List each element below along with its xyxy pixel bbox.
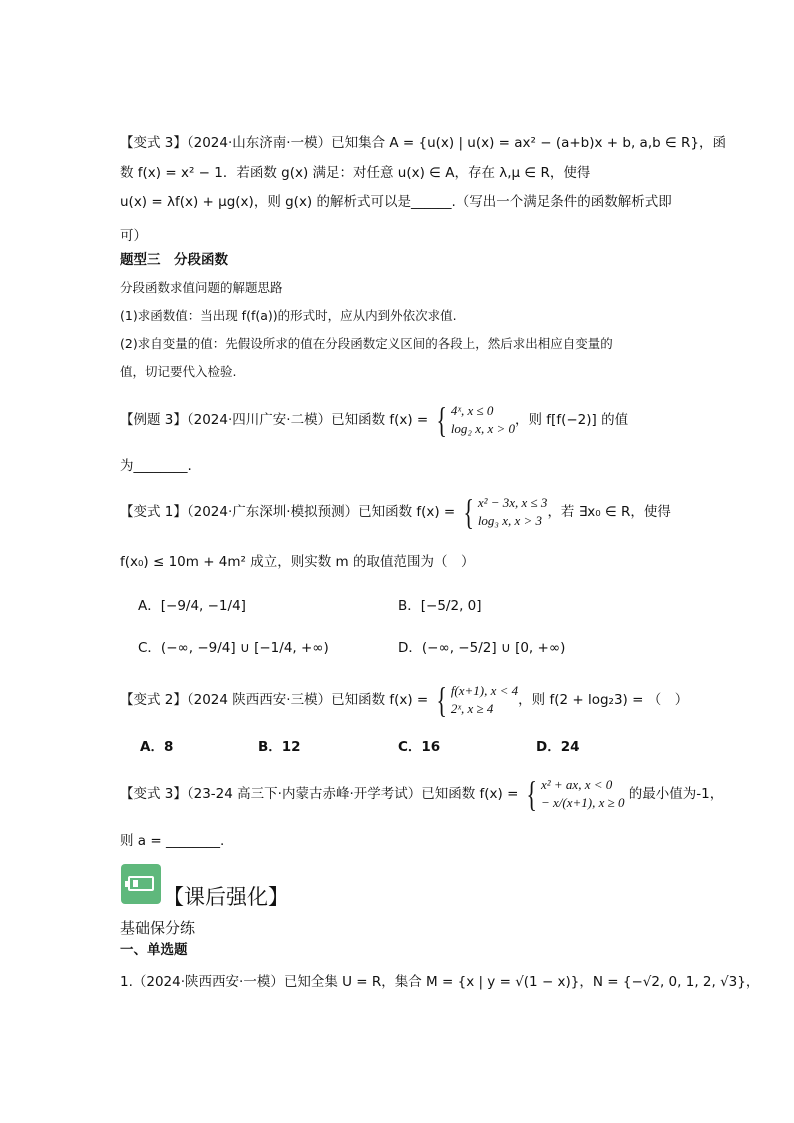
variant1-prefix: 【变式 1】（2024·广东深圳·模拟预测）已知函数 f(x) = (120, 504, 460, 520)
option-d: D．24 (536, 739, 580, 755)
variant2-prefix: 【变式 2】（2024 陕西西安·三模）已知函数 f(x) = (120, 692, 433, 708)
piece: 4ˣ, x ≤ 0 (450, 403, 494, 418)
piecewise-function: { f(x+1), x < 4 2ˣ, x ≥ 4 (435, 680, 519, 720)
battery-icon (121, 864, 161, 904)
single-choice-heading: 一、单选题 (120, 942, 188, 958)
variant3b-suffix: 的最小值为-1， (624, 786, 724, 802)
basic-practice-heading: 基础保分练 (120, 919, 196, 937)
example3-line1 (120, 402, 628, 438)
variant3a-line1: 【变式 3】（2024·山东济南·一模）已知集合 A = {u(x) | u(x) = ax² − (a+b)x + b, a,b ∈ R}，函 (120, 135, 726, 151)
variant3a-line3: u(x) = λf(x) + μg(x)，则 g(x) 的解析式可以是______.（写出一个满足条件的函数解析式即 (120, 194, 672, 210)
piece: − x/(x+1), x ≥ 0 (540, 795, 625, 810)
variant2-suffix: ，则 f(2 + log₂3) = （ ） (518, 692, 689, 708)
variant2-line1 (120, 682, 688, 718)
piecewise-function: { x² − 3x, x ≤ 3 log₃ x, x > 3 (462, 492, 548, 532)
option-b: B．12 (258, 739, 301, 755)
example3-prefix: 【例题 3】（2024·四川广安·二模）已知函数 f(x) = (120, 412, 433, 428)
variant3a-line2: 数 f(x) = x² − 1．若函数 g(x) 满足：对任意 u(x) ∈ A，存在 λ,μ ∈ R，使得 (120, 165, 591, 181)
after-class-title: 【课后强化】 (163, 885, 289, 909)
option-d: D．(−∞, −5/2] ∪ [0, +∞) (398, 640, 566, 656)
variant3b-line2: 则 a = ________. (120, 833, 225, 849)
option-a: A．[−9/4, −1/4] (138, 598, 246, 614)
option-b: B．[−5/2, 0] (398, 598, 482, 614)
piece: x² + ax, x < 0 (540, 777, 613, 792)
piece: log₃ x, x > 3 (477, 513, 543, 528)
variant3b-prefix: 【变式 3】（23-24 高三下·内蒙古赤峰·开学考试）已知函数 f(x) = (120, 786, 523, 802)
option-c: C．(−∞, −9/4] ∪ [−1/4, +∞) (138, 640, 329, 656)
example3-suffix: ，则 f[f(−2)] 的值 (515, 412, 629, 428)
example3-line2: 为________. (120, 458, 192, 474)
piece: log₂ x, x > 0 (450, 421, 516, 436)
variant1-suffix: ，若 ∃x₀ ∈ R，使得 (547, 504, 671, 520)
tip-2: (2)求自变量的值：先假设所求的值在分段函数定义区间的各段上，然后求出相应自变量的 (120, 336, 613, 351)
piece: f(x+1), x < 4 (450, 683, 519, 698)
tip-title: 分段函数求值问题的解题思路 (120, 280, 283, 295)
piece: 2ˣ, x ≥ 4 (450, 701, 494, 716)
piecewise-function: { x² + ax, x < 0 − x/(x+1), x ≥ 0 (526, 774, 625, 814)
variant1-line1 (120, 494, 671, 530)
tip-3: 值，切记要代入检验. (120, 364, 237, 379)
question-1: 1.（2024·陕西西安·一模）已知全集 U = R，集合 M = {x | y = √(1 − x)}，N = {−√2, 0, 1, 2, √3}， (120, 974, 760, 990)
option-a: A．8 (140, 739, 174, 755)
variant1-line2: f(x₀) ≤ 10m + 4m² 成立，则实数 m 的取值范围为（ ） (120, 554, 475, 570)
piecewise-function: { 4ˣ, x ≤ 0 log₂ x, x > 0 (435, 400, 516, 440)
tip-1: (1)求函数值：当出现 f(f(a))的形式时，应从内到外依次求值. (120, 308, 457, 323)
piece: x² − 3x, x ≤ 3 (477, 495, 548, 510)
section-heading: 题型三 分段函数 (120, 252, 228, 268)
variant3b-line1 (120, 776, 723, 812)
option-c: C．16 (398, 739, 441, 755)
variant3a-line4: 可） (120, 228, 147, 244)
